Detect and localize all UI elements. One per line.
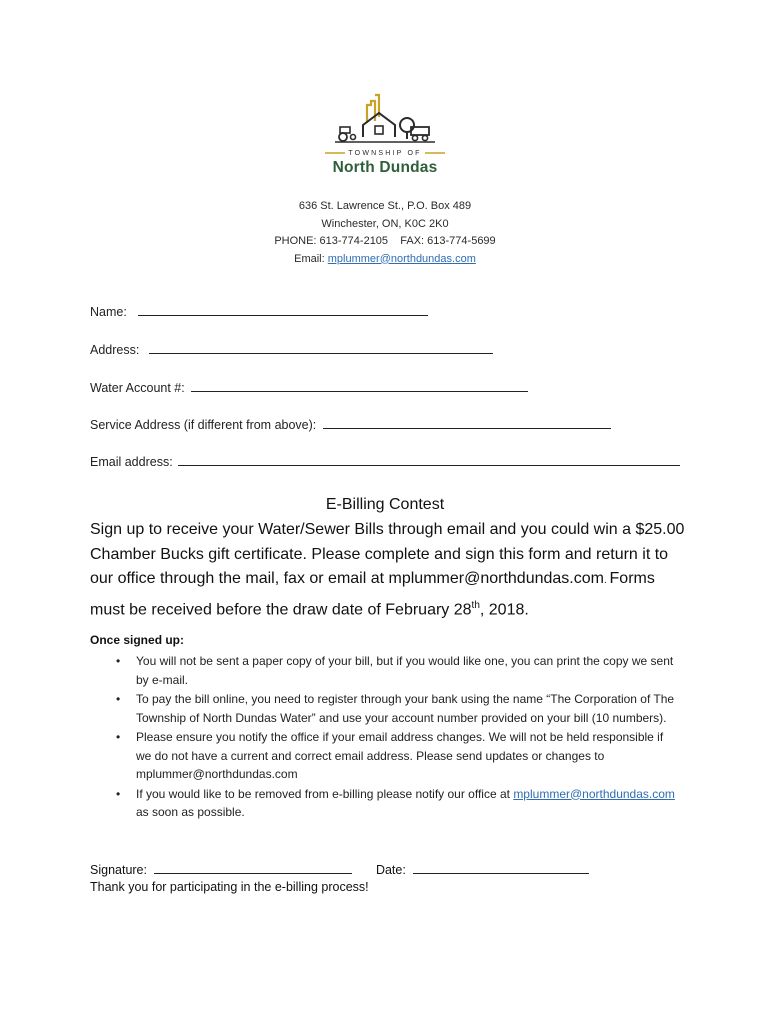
water-account-line[interactable]	[191, 379, 528, 392]
email-line	[0, 251, 770, 269]
list-item	[90, 728, 680, 784]
contact-block	[0, 198, 770, 268]
contest-title: E-Billing Contest	[325, 496, 445, 513]
logo-north-dundas: North Dundas	[332, 159, 438, 176]
once-signed-up-heading: Once signed up:	[90, 633, 185, 647]
address-line-1: 636 St. Lawrence St., P.O. Box 489	[298, 200, 472, 212]
service-address-field[interactable]	[90, 416, 611, 432]
bullet-icon: •	[116, 730, 121, 744]
address-field[interactable]	[90, 341, 493, 357]
bullet-text: You will not be sent a paper copy of your bill, but if you would like one, you can print the copy we sent by e-mail.	[136, 654, 674, 687]
bullet-text: If you would like to be removed from e-billing please notify our office at	[136, 786, 514, 801]
list-item	[90, 785, 680, 822]
address-line-2: Winchester, ON, K0C 2K0	[321, 217, 449, 230]
bullet-icon: •	[116, 786, 121, 801]
address-line[interactable]	[149, 341, 493, 354]
service-address-line[interactable]	[323, 416, 611, 429]
name-label: Name:	[90, 305, 127, 319]
thanks-text: Thank you for participating in the e-billing process!	[90, 880, 369, 894]
water-account-label: Water Account #:	[90, 381, 185, 395]
name-field[interactable]	[90, 303, 428, 319]
water-account-field[interactable]	[90, 379, 528, 395]
contest-body-sup: th	[471, 599, 480, 611]
signature-label: Signature:	[90, 863, 147, 877]
email-address-field[interactable]	[90, 453, 680, 469]
contest-body-sep: .	[603, 575, 610, 586]
logo-township-of: TOWNSHIP OF	[348, 150, 422, 157]
contest-body-part3: , 2018.	[479, 600, 529, 618]
email-link[interactable]: mplummer@northdundas.com	[327, 252, 476, 265]
bullet-email-link[interactable]: mplummer@northdundas.com	[513, 786, 675, 801]
signature-row	[90, 861, 589, 877]
contest-body-part1: Sign up to receive your Water/Sewer Bills through email and you could win a $25.00 Chamber Bucks gift certificate. Please complete and sign this form and return it to our office through the mail, fax or email at mplummer@northdundas.com	[90, 521, 685, 587]
bullet-text: Please ensure you notify the office if your email address changes. We will not be held responsible if we do not have a current and correct email address. Please send updates or changes to mplummer@northdundas.com	[136, 730, 664, 781]
bullet-icon: •	[116, 692, 121, 706]
name-line[interactable]	[138, 303, 428, 316]
township-logo	[323, 93, 447, 185]
contest-body	[90, 518, 690, 622]
bullet-text-tail: as soon as possible.	[136, 805, 245, 819]
date-line[interactable]	[413, 861, 589, 874]
address-label: Address:	[90, 343, 140, 357]
contest-body-part2: Forms must be received before the draw date of February 28	[90, 570, 655, 618]
email-address-line[interactable]	[178, 453, 680, 466]
list-item	[90, 690, 680, 727]
date-label: Date:	[375, 863, 406, 877]
email-address-label: Email address:	[90, 455, 173, 469]
bullet-icon: •	[116, 654, 121, 668]
info-bullet-list	[90, 652, 680, 823]
bullet-text: To pay the bill online, you need to register through your bank using the name “The Corporation of The Township of North Dundas Water” and use your account number provided on your bill (10 numbers).	[136, 692, 675, 725]
phone-fax-line: PHONE: 613-774-2105 FAX: 613-774-5699	[274, 235, 496, 247]
list-item	[90, 652, 680, 689]
service-address-label: Service Address (if different from above):	[90, 418, 317, 432]
signature-line[interactable]	[154, 861, 352, 874]
email-label: Email:	[294, 252, 328, 265]
